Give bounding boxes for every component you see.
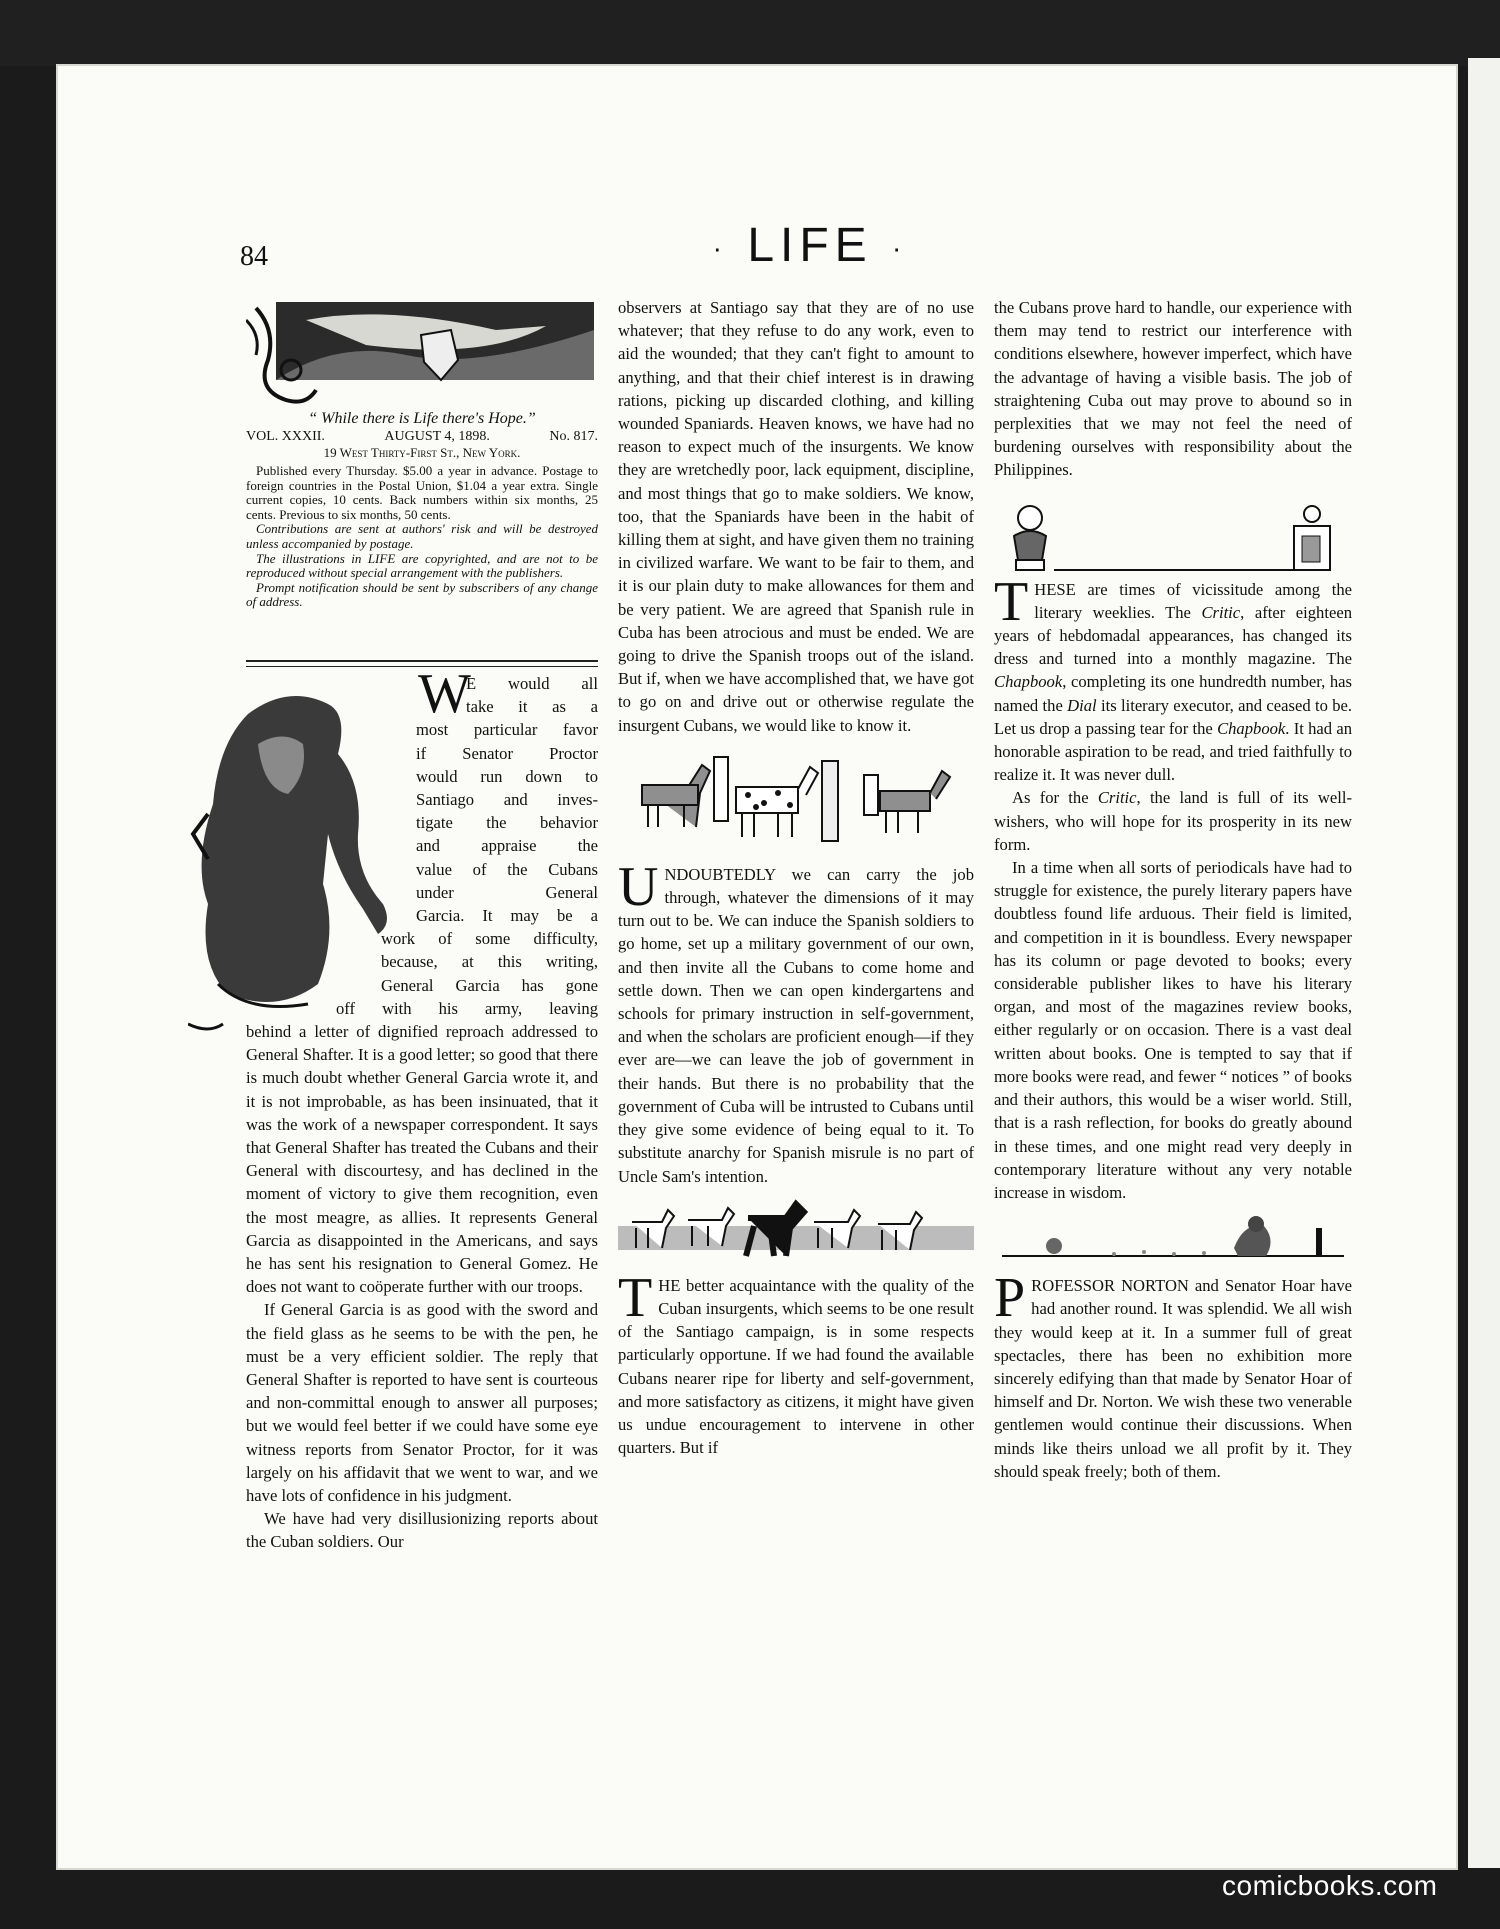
- col1-wrapped-line: most particular favor: [416, 720, 598, 740]
- page-number: 84: [240, 241, 268, 272]
- col2-para-1: observers at Santiago say that they are of no use whatever; that they refuse to do any work, even to aid the wounded; that they can't fight to amount to anything, and that their chief interest is in drawing rations, picking up discarded clothing, and killing wounded Spaniards. Heaven knows, we have had no reason to expect much of the insurgents. We know they are wretchedly poor, lack equipment, discipline, and most things that go to make soldiers. We know, too, that the Spaniards have been in the habit of killing them at sight, and have given them no training in civilized warfare. We want to be fair to them, and it is our plain duty to make allowances for them and be very patient. We are agreed that Spanish rule in Cuba has been atrocious and must be ended. We are going to drive the Spanish troops out of the island. But if, when we have accomplished that, we have got to go on and drive out or otherwise regulate the insurgent Cubans, we would like to know it.: [618, 298, 974, 735]
- life-banner-illustration: [246, 300, 598, 408]
- motto: “ While there is Life there's Hope.”: [308, 410, 536, 427]
- masthead-dot-right: ·: [892, 232, 908, 264]
- col1-wrapped-line: off with his army, leaving: [336, 998, 598, 1018]
- issue-number: No. 817.: [549, 429, 598, 444]
- chapbook-title: Chapbook: [994, 672, 1063, 692]
- col1-wrapped-line: Santiago and inves-: [416, 790, 598, 809]
- col1-para-3: We have had very disillusionizing reports about the Cuban soldiers. Our: [246, 1509, 598, 1552]
- col1-wrapped-line: take it as a: [466, 697, 598, 717]
- volume-line: [246, 429, 598, 445]
- col1-para-1: [246, 1020, 598, 1298]
- col3-drop-cap-p: P: [994, 1267, 1026, 1330]
- col1-wrapped-line: General Garcia has gone: [381, 975, 598, 995]
- illustrations-notice: The illustrations in LIFE are copyrighted, and are not to be reproduced without special arrangement with the publishers.: [246, 550, 598, 581]
- monkey-illustration: [994, 1212, 1352, 1268]
- col3-p3-a: As for the: [1012, 788, 1098, 808]
- col2-p2-text: NDOUBTEDLY we can carry the job through, whatever the dimensions of it may turn out to be. We can induce the Spanish soldiers to go home, set up a military government of our own, and then invite all the Cubans to come home and settle down. Then we can open kindergartens and schools for primary instruction in self-government, and when the scholars are proficient enough—if they ever are—we can leave the job of government in their hands. But there is no probability that the government of Cuba will be intrusted to Cubans until they give some evidence of being equal to it. To substitute anarchy for Spanish misrule is no part of Uncle Sam's intention.: [618, 864, 974, 1186]
- dial-title: Dial: [1067, 695, 1097, 715]
- animals-procession-illustration: [618, 1198, 974, 1264]
- col1-wrapped-line: under General: [416, 882, 598, 902]
- critic-title: Critic: [1201, 602, 1241, 622]
- col2-para-3: [618, 1266, 974, 1460]
- volume: VOL. XXXII.: [246, 429, 325, 444]
- col3-p2-d: its literary executor, and ceased to be. Let us drop a passing tear for the: [994, 695, 1352, 738]
- col1-p1-rest: behind a letter of dignified reproach addressed to General Shafter. It is a good letter; so good that there is much doubt whether General Garcia wrote it, and it is not improbable, as has been insinuated, that it was the work of a newspaper correspondent. It says that General Shafter has treated the Cubans and their General with discourtesy, and has declined in the moment of victory to give them recognition, even the most meagre, as allies. It represents General Garcia as disappointed in the Americans, and says he has sent his resignation to General Gomez. He does not want to coöperate further with our troops.: [246, 1022, 598, 1297]
- figures-illustration: [994, 496, 1352, 574]
- col3-p2-b: , after eighteen years of hebdomadal appearances, has changed its dress and turned into a monthly magazine. The: [994, 602, 1352, 669]
- col3-p2-c: , completing its one hundredth number, has named the: [994, 672, 1352, 715]
- col3-drop-cap-t: T: [994, 570, 1029, 633]
- col1-wrapped-line: work of some difficulty,: [381, 929, 598, 949]
- col1-wrapped-line: value of the Cubans: [416, 859, 598, 879]
- watermark: comicbooks.com: [1222, 1870, 1438, 1901]
- publication-terms: Published every Thursday. $5.00 a year in advance. Postage to foreign countries in the Postal Union, $1.04 a year extra. Single current copies, 10 cents. Back numbers within six months, 25 cents. Previous to six months, 50 cents.: [246, 463, 598, 522]
- chapbook-title-2: Chapbook: [1217, 718, 1286, 738]
- horses-illustration: [618, 747, 974, 857]
- col2-drop-cap-t: T: [618, 1266, 653, 1329]
- address: 19 West Thirty-First St., New York.: [323, 445, 521, 460]
- adjacent-page-edge: [1468, 58, 1500, 1868]
- masthead-dot-left: ·: [712, 232, 728, 264]
- col1-wrapped-line: tigate the behavior: [416, 813, 598, 833]
- masthead-title: LIFE: [747, 219, 873, 272]
- col3-para-5: [994, 1267, 1352, 1483]
- column-2: [618, 296, 974, 1459]
- col1-wrapped-line: if Senator Proctor: [416, 743, 598, 763]
- masthead: [640, 218, 980, 273]
- column-3: [994, 296, 1352, 1483]
- publication-info: [246, 464, 598, 610]
- issue-date: AUGUST 4, 1898.: [384, 429, 490, 444]
- col1-wrapped-line: E would all: [466, 674, 598, 693]
- contributions-notice: Contributions are sent at authors' risk and will be destroyed unless accompanied by postage.: [246, 521, 598, 551]
- col3-p5-text: ROFESSOR NORTON and Senator Hoar have had another round. It was splendid. We all wish they would keep at it. In a summer full of great spectacles, there has been no exhibition more sincerely edifying than that made by Senator Hoar of himself and Dr. Norton. We wish these two venerable gentlemen would continue their discussions. When minds like theirs unload we all profit by it. They should speak freely; both of them.: [994, 1276, 1352, 1481]
- scan-background: [0, 0, 1500, 66]
- col1-wrapped-line: would run down to: [416, 766, 598, 786]
- col2-drop-cap-u: U: [618, 855, 659, 918]
- col1-wrapped-line: Garcia. It may be a: [416, 906, 598, 925]
- column-1: [246, 1020, 598, 1554]
- notification-notice: Prompt notification should be sent by subscribers of any change of address.: [246, 579, 598, 610]
- col3-p3-b: , the land is full of its well-wishers, who will hope for its prosperity in its new form.: [994, 788, 1352, 854]
- col1-drop-cap-w: W: [418, 663, 471, 725]
- col1-para-2: If General Garcia is as good with the sword and the field glass as he seems to be with the pen, he must be a very efficient soldier. The reply that General Shafter is reported to have sent is courteous and non-committal enough to answer all purposes; but we would feel better if we could have some eye witness reports from Senator Proctor, for it was largely on his affidavit that we went to war, and we have lots of confidence in his judgment.: [246, 1300, 598, 1506]
- critic-title-2: Critic: [1097, 788, 1137, 808]
- col3-p2-e: . It had an honorable aspiration to be read, and tried faithfully to realize it. It was never dull.: [994, 718, 1352, 785]
- col2-p3-text: HE better acquaintance with the quality of the Cuban insurgents, which seems to be one result of the Santiago campaign, is in some respects particularly opportune. If we had found the available Cubans nearer ripe for liberty and self-government, and more satisfactory as citizens, it might have given us undue encouragement to intervene in other quarters. But if: [618, 1275, 974, 1458]
- col3-p2-a: HESE are times of vicissitude among the literary weeklies. The: [1034, 579, 1352, 622]
- col3-para-4: In a time when all sorts of periodicals have had to struggle for existence, the purely literary papers have doubtless found life arduous. Their field is limited, and competition in it is boundless. Every newspaper has its column or page devoted to books; every considerable publisher likes to have his literary organ, and most of the magazines review books, either regularly or on occasion. There is a vast deal written about books. One is tempted to say that if more books were read, and fewer “ notices ” of books and their authors, this would be a wiser world. Still, that is a rash reflection, for books do greatly abound in these times, and one might read very deeply in contemporary literature without any very notable increase in wisdom.: [994, 858, 1352, 1202]
- col3-para-2: [994, 570, 1352, 787]
- col1-wrapped-line: and appraise the: [416, 836, 598, 856]
- col3-para-3: [994, 786, 1352, 856]
- col3-para-1: the Cubans prove hard to handle, our experience with them may tend to restrict our interference with conditions elsewhere, however imperfect, which have the advantage of having a visible basis. The job of straightening Cuba out may prove to abound so in perplexities that we may not feel the need of burdening ourselves with responsibility about the Philippines.: [994, 298, 1352, 480]
- col1-wrapped-line: because, at this writing,: [381, 952, 598, 972]
- col2-para-2: [618, 855, 974, 1188]
